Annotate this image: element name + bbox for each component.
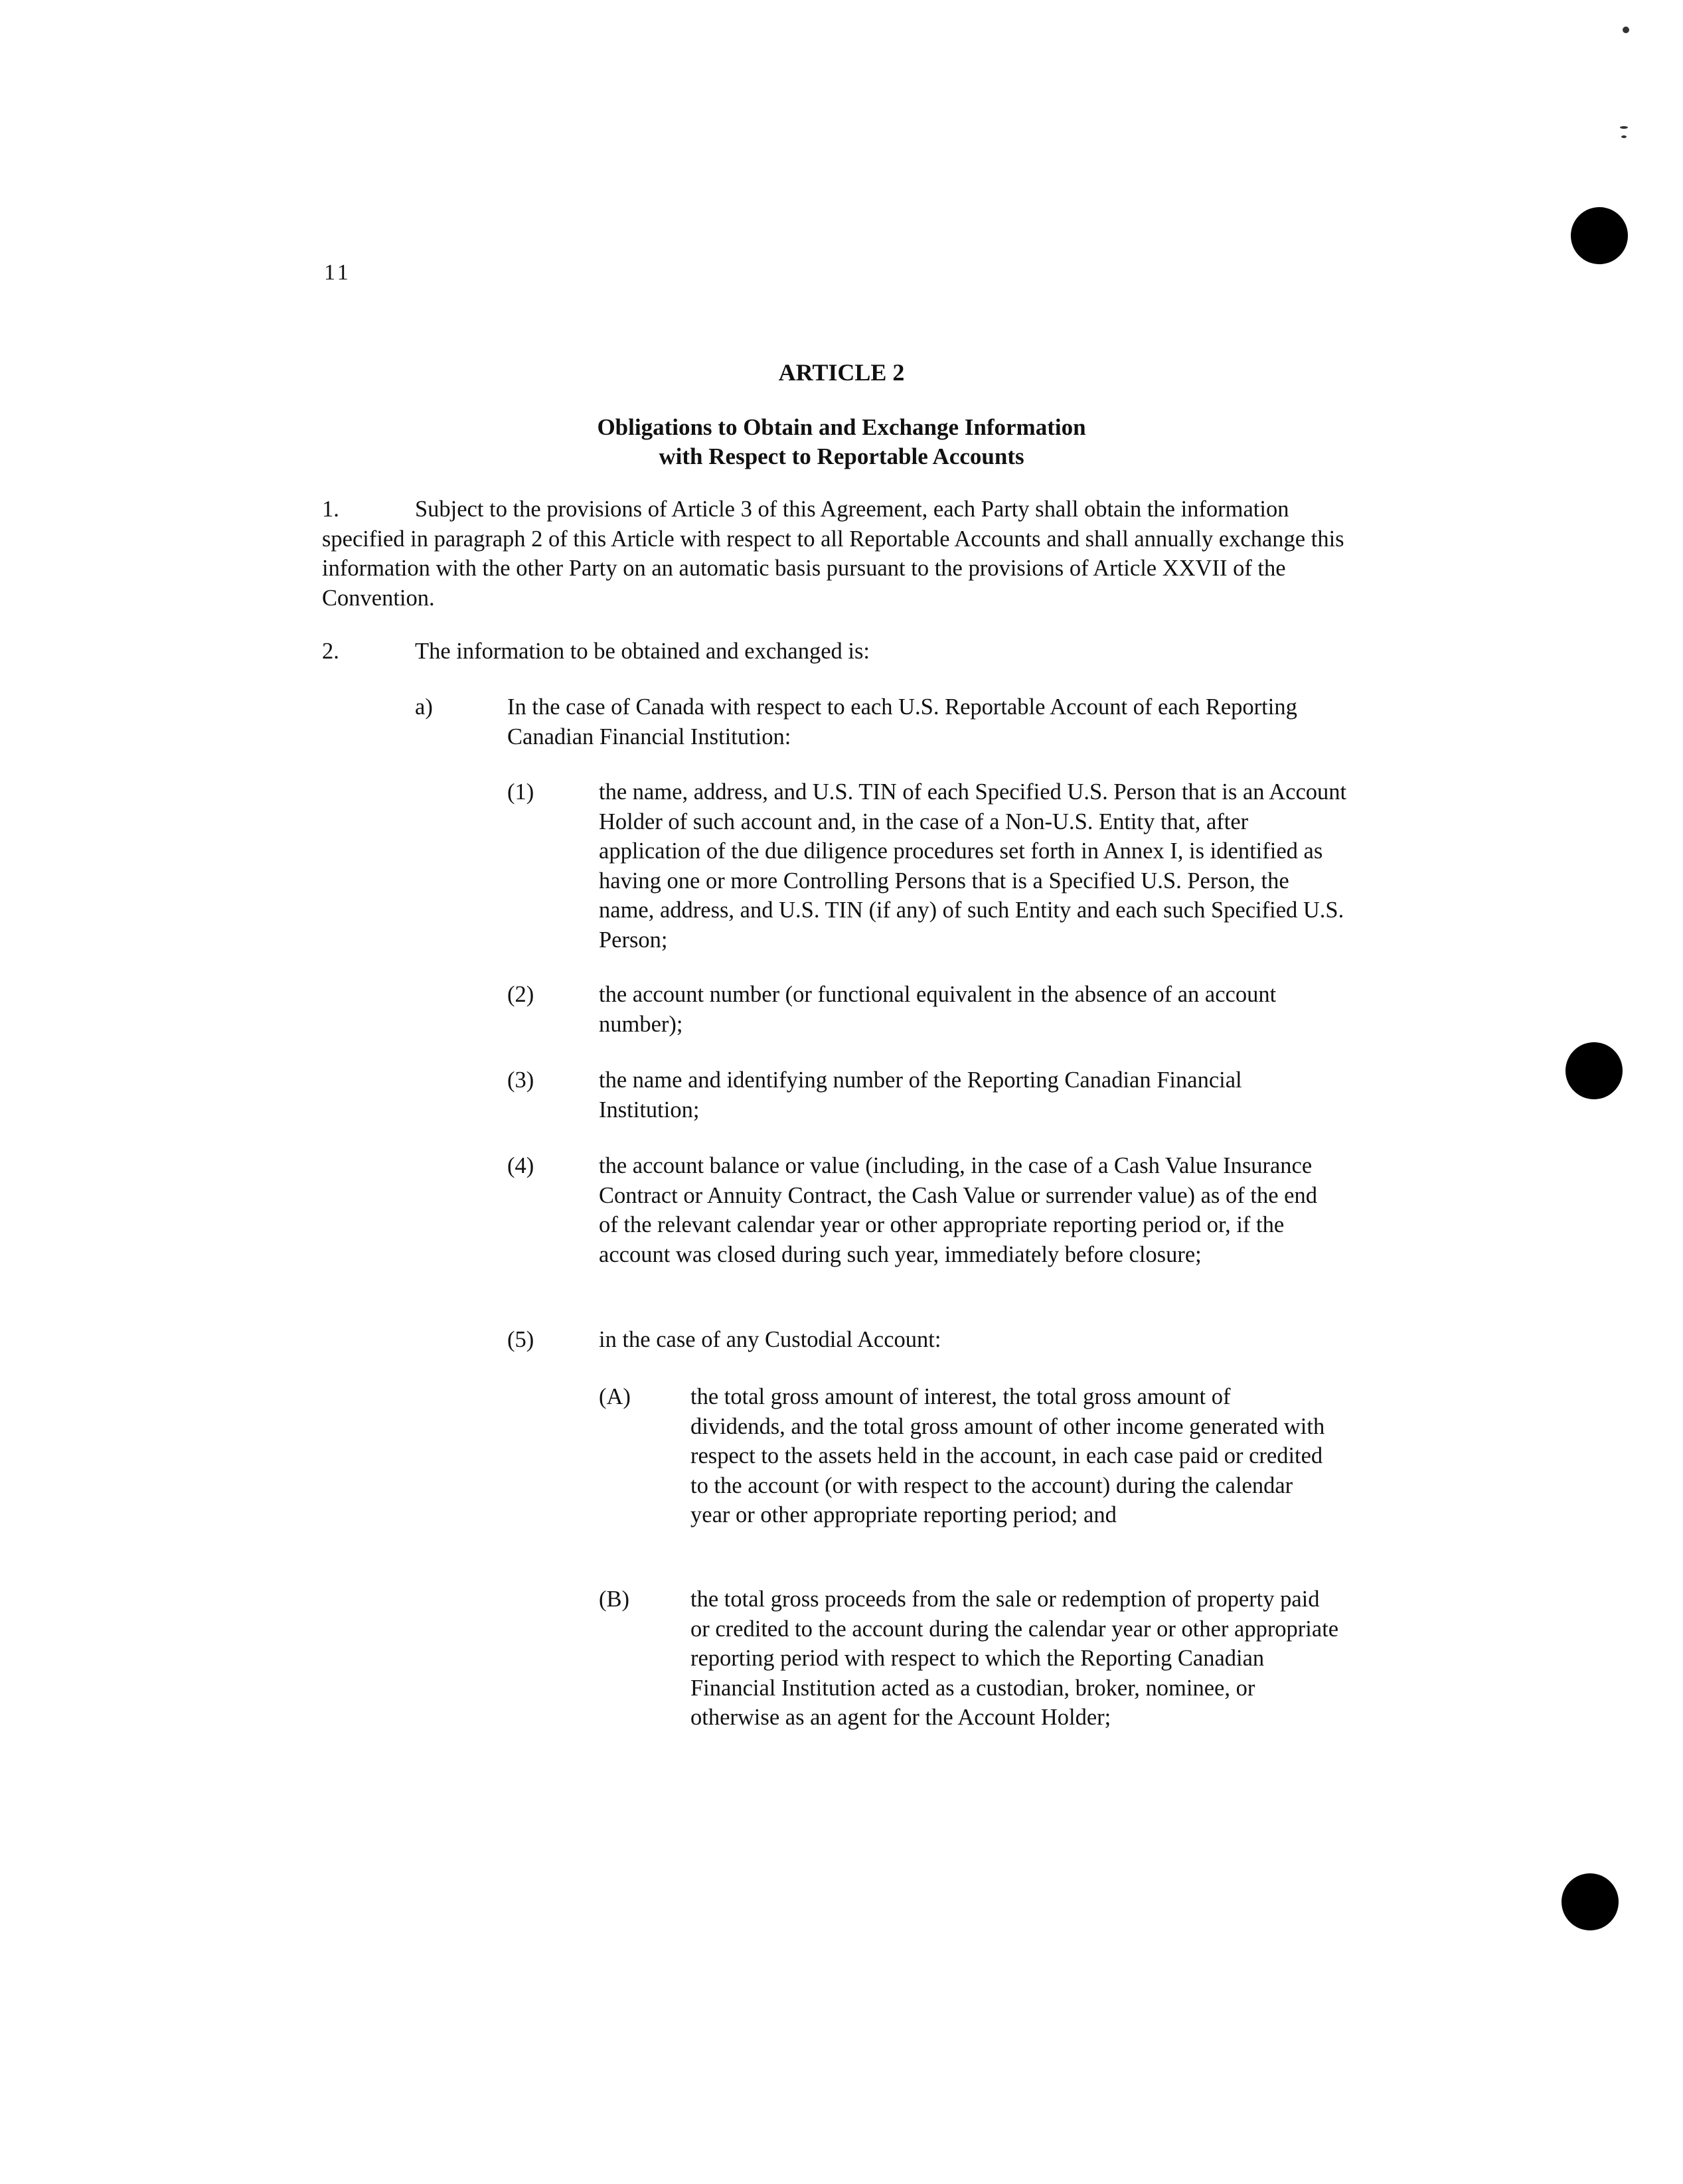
page-number: 11 <box>324 260 351 285</box>
item-1-text: the name, address, and U.S. TIN of each Specified U.S. Person that is an Account Holder of such account and, in the case of a Non-U.S. Entity that, after application of the due diligence procedures set forth in Annex I, is identified as having one or more Controlling Persons that is a Specified U.S. Person, the name, address, and U.S. TIN (if any) of such Entity and each such Specified U.S. Person; <box>599 779 1347 953</box>
article-title: ARTICLE 2 <box>778 359 905 386</box>
punch-hole-middle <box>1565 1042 1623 1099</box>
item-3-text: the name and identifying number of the Reporting Canadian Financial Institution; <box>599 1067 1242 1123</box>
article-subtitle-line-1: Obligations to Obtain and Exchange Information <box>597 414 1086 440</box>
article-subtitle-line-2: with Respect to Reportable Accounts <box>659 443 1024 469</box>
item-2-marker: (2) <box>507 982 534 1007</box>
item-5-marker: (5) <box>507 1327 534 1352</box>
scan-speck <box>1621 135 1627 138</box>
paragraph-1-number: 1. <box>322 497 339 522</box>
item-3-marker: (3) <box>507 1067 534 1093</box>
subparagraph-a-text: In the case of Canada with respect to each U.S. Reportable Account of each Reporting Canadian Financial Institution: <box>507 694 1297 749</box>
paragraph-1 <box>322 495 1348 613</box>
punch-hole-bottom <box>1562 1873 1619 1930</box>
subparagraph-a-marker: a) <box>415 694 433 720</box>
paragraph-2-number: 2. <box>322 639 339 664</box>
item-A-text: the total gross amount of interest, the total gross amount of dividends, and the total gross amount of other income generated with respect to the assets held in the account, in each case paid or credited to the account (or with respect to the account) during the calendar year or other appropriate reporting period; and <box>690 1384 1325 1527</box>
scan-speck <box>1623 27 1629 33</box>
item-1-marker: (1) <box>507 779 534 805</box>
punch-hole-top <box>1571 207 1628 264</box>
item-A-marker: (A) <box>599 1384 631 1409</box>
item-4-text: the account balance or value (including, in the case of a Cash Value Insurance Contract or Annuity Contract, the Cash Value or surrender value) as of the end of the relevant calendar year or other appropriate reporting period or, if the account was closed during such year, immediately before closure; <box>599 1153 1317 1267</box>
paragraph-1-text: Subject to the provisions of Article 3 of this Agreement, each Party shall obtain the information specified in paragraph 2 of this Article with respect to all Reportable Accounts and shall annually exchange this information with the other Party on an automatic basis pursuant to the provisions of Article XXVII of the Convention. <box>322 497 1344 611</box>
item-B-marker: (B) <box>599 1587 629 1612</box>
item-2-text: the account number (or functional equivalent in the absence of an account number); <box>599 982 1277 1037</box>
scan-speck <box>1620 126 1628 129</box>
item-B-text: the total gross proceeds from the sale or redemption of property paid or credited to the account during the calendar year or other appropriate reporting period with respect to which the Reporting Canadian Financial Institution acted as a custodian, broker, nominee, or otherwise as an agent for the Account Holder; <box>690 1587 1339 1730</box>
item-4-marker: (4) <box>507 1153 534 1178</box>
paragraph-2-text: The information to be obtained and exchanged is: <box>415 639 870 664</box>
item-5-text: in the case of any Custodial Account: <box>599 1327 941 1352</box>
article-subtitle <box>0 413 1683 471</box>
